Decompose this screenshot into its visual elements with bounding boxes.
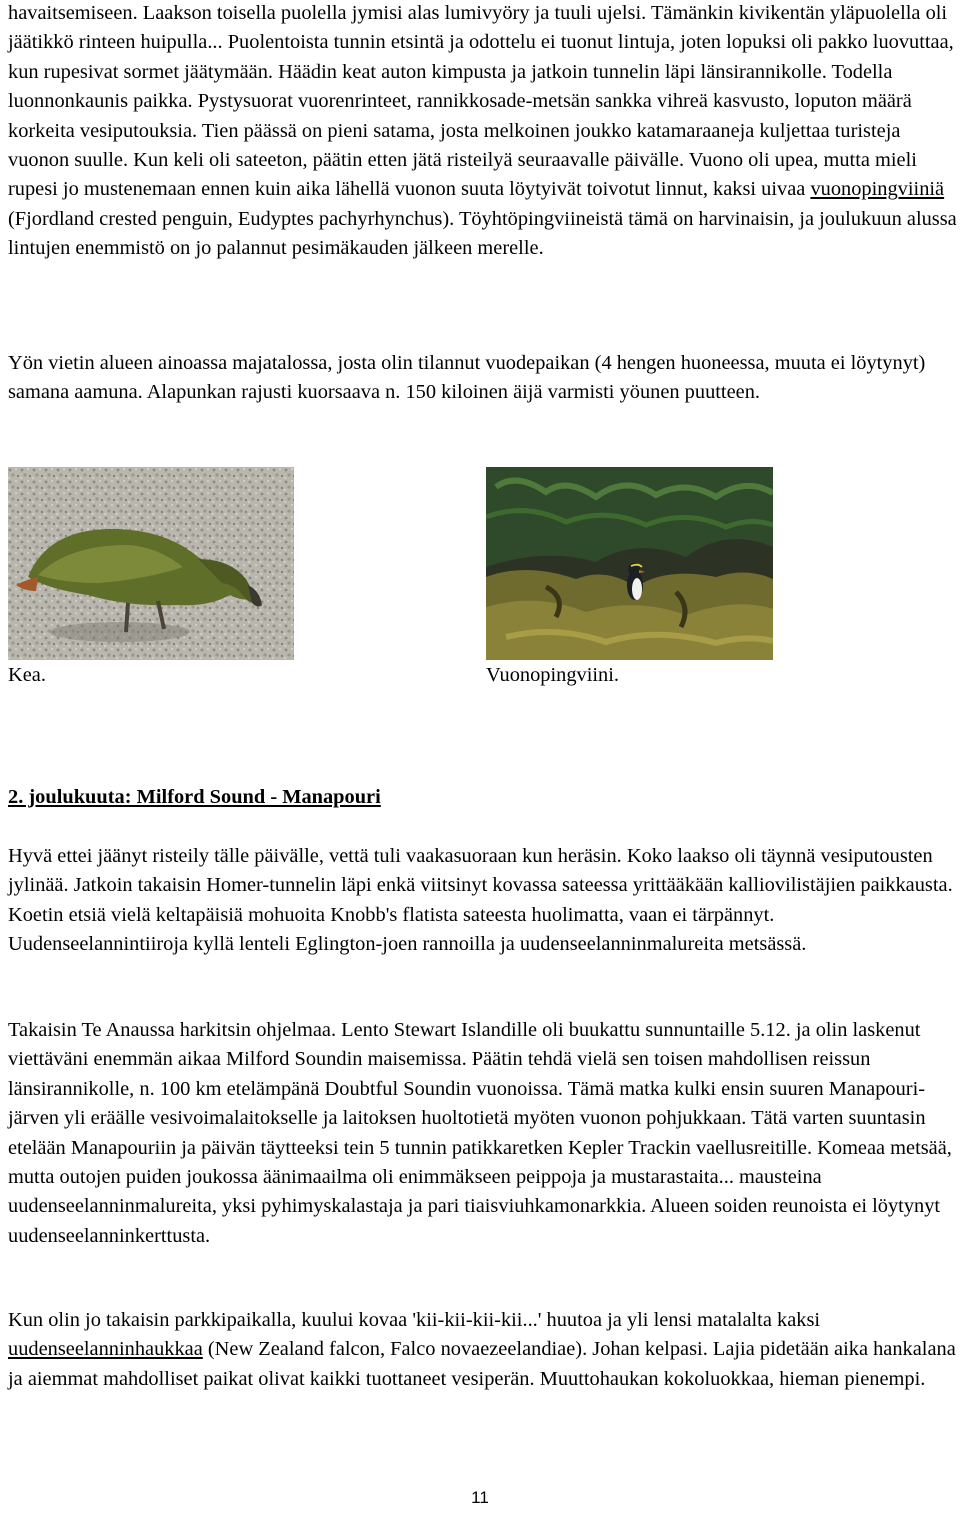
penguin-link[interactable]: vuonopingviiniä (810, 178, 945, 201)
penguin-image (486, 467, 773, 660)
section-heading: 2. joulukuuta: Milford Sound - Manapouri (8, 786, 381, 808)
section-paragraph-3 (8, 1306, 958, 1394)
falcon-link[interactable]: uudenseelanninhaukkaa (8, 1338, 203, 1361)
intro-text-2: (Fjordland crested penguin, Eudyptes pachyrhynchus). Töyhtöpingviineistä tämä on harvinaisin, ja joulukuun alussa lintujen enemmistö on jo palannut pesimäkauden jälkeen merelle. (8, 207, 957, 260)
intro-paragraph (8, 0, 958, 264)
section-paragraph-1: Hyvä ettei jäänyt risteily tälle päivälle, vettä tuli vaakasuoraan kun heräsin. Koko laakso oli täynnä vesiputousten jylinää. Jatkoin takaisin Homer-tunnelin läpi enkä viitsinyt kovassa sateessa yrittääkään kalliovilistäjien paikkausta. Koetin etsiä vielä keltapäisiä mohuoita Knobb's flatista sateesta huolimatta, vaan ei tärpännyt. Uudenseelannintiiroja kyllä lenteli Eglington-joen rannoilla ja uudenseelanninmalureita metsässä. (8, 845, 953, 956)
section-paragraph-2: Takaisin Te Anaussa harkitsin ohjelmaa. Lento Stewart Islandille oli buukattu sunnuntaille 5.12. ja olin laskenut viettäväni enemmän aikaa Milford Soundin maisemissa. Päätin tehdä vielä sen toisen mahdollisen reissun länsirannikolle, n. 100 km etelämpänä Doubtful Soundin vuonoissa. Tämä matka kulki ensin suuren Manapouri-järven yli eräälle vesivoimalaitokselle ja laitoksen huoltotietä myöten vuonon pohjukkaan. Tätä varten suuntasin etelään Manapouriin ja päivän täytteeksi tein 5 tunnin patikkaretken Kepler Trackin vaellusreitille. Komeaa metsää, mutta outojen puiden joukossa äänimaailma oli enimmäkseen peippoja ja mustarastaita... mausteina uudenseelanninmalureita, yksi pyhimyskalastaja ja pari tiaisviuhkamonarkkia. Alueen soiden reunoista ei löytynyt uudenseelanninkerttusta. (8, 1019, 952, 1247)
page-number: 11 (471, 1488, 489, 1507)
penguin-photo (486, 467, 773, 660)
stay-paragraph: Yön vietin alueen ainoassa majatalossa, josta olin tilannut vuodepaikan (4 hengen huoneessa, muuta ei löytynyt) samana aamuna. Alapunkan rajusti kuorsaava n. 150 kiloinen äijä varmisti yöunen puutteen. (8, 352, 926, 404)
kea-image (8, 467, 294, 660)
penguin-caption: Vuonopingviini. (486, 664, 620, 686)
intro-text-1: havaitsemiseen. Laakson toisella puolella jymisi alas lumivyöry ja tuuli ujelsi. Tämänkin kivikentän yläpuolella oli jäätikkö rinteen huipulla... Puolentoista tunnin etsintä ja odottelu ei tuonut lintuja, joten lopuksi oli pakko luovuttaa, kun rupesivat sormet jäätymään. Häädin keat auton kimpusta ja jatkoin tunnelin läpi länsirannikolle. Todella luonnonkaunis paikka. Pystysuorat vuorenrinteet, rannikkosade-metsän sankka vihreä kasvusto, loputon määrä korkeita vesiputouksia. Tien päässä on pieni satama, josta melkoinen joukko katamaraaneja kuljettaa turisteja vuonon suulle. Kun keli oli sateeton, päätin etten jätä risteilyä seuraavalle päivälle. Vuono oli upea, mutta mieli rupesi jo mustenemaan ennen kuin aika lähellä vuonon suuta löytyivät toivotut linnut, kaksi uivaa (8, 2, 954, 201)
falcon-text-1: Kun olin jo takaisin parkkipaikalla, kuului kovaa 'kii-kii-kii-kii...' huutoa ja yli lensi matalalta kaksi (8, 1309, 821, 1331)
kea-caption: Kea. (8, 664, 46, 686)
kea-photo (8, 467, 294, 660)
falcon-text-2: (New Zealand falcon, Falco novaezeelandiae). Johan kelpasi. Lajia pidetään aika hankalana ja aiemmat mahdolliset paikat olivat kaikki tuottaneet vesiperän. Muuttohaukan kokoluokkaa, hieman pienempi. (8, 1338, 956, 1390)
